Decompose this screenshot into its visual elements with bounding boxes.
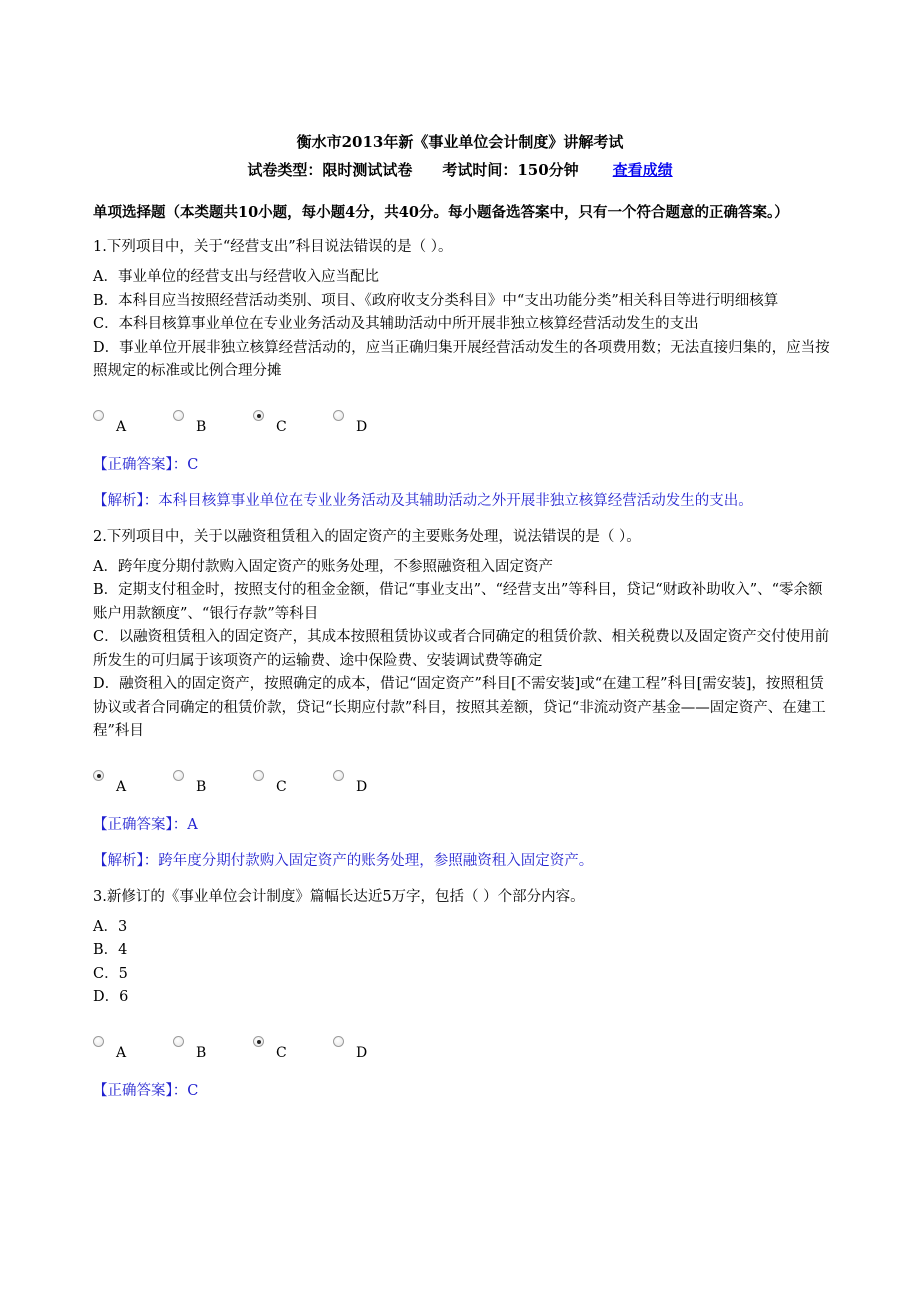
correct-answer: 【正确答案】：C (93, 456, 199, 473)
radio-item-b (173, 1036, 253, 1062)
exam-type-label: 试卷类型：限时测试试卷 (247, 161, 413, 179)
option-b: B．4 (93, 942, 128, 958)
radio-label-a: A (116, 1044, 127, 1061)
radio-label-b: B (196, 1044, 207, 1061)
radio-item-b (173, 410, 253, 436)
exam-time-label: 考试时间：150分钟 (442, 161, 579, 179)
option-d: D．6 (93, 989, 129, 1005)
radio-item-c (253, 770, 333, 796)
radio-item-c (253, 410, 333, 436)
view-score-link[interactable]: 查看成绩 (612, 161, 673, 179)
radio-item-b (173, 770, 253, 796)
radio-label-c: C (276, 1044, 287, 1061)
radio-b[interactable] (173, 1036, 184, 1047)
radio-item-a (93, 770, 173, 796)
radio-label-a: A (116, 418, 127, 435)
question-3 (93, 886, 833, 1102)
option-a: A．事业单位的经营支出与经营收入应当配比 (93, 269, 379, 285)
option-c: C．本科目核算事业单位在专业业务活动及其辅助活动中所开展非独立核算经营活动发生的支出 (93, 316, 699, 332)
answer-radio-group (93, 770, 833, 800)
exam-meta (0, 160, 920, 180)
radio-item-d (333, 410, 413, 436)
question-2 (93, 526, 833, 872)
radio-c[interactable] (253, 410, 264, 421)
correct-answer: 【正确答案】：C (93, 1082, 199, 1099)
option-d: D．融资租入的固定资产，按照确定的成本，借记“固定资产”科目[不需安装]或“在建工程”科目[需安装]，按照租赁协议或者合同确定的租赁价款，贷记“长期应付款”科目，按照其差额，贷记“非流动资产基金——固定资产、在建工程”科目 (93, 676, 826, 739)
radio-item-a (93, 410, 173, 436)
exam-header (0, 132, 920, 180)
radio-d[interactable] (333, 1036, 344, 1047)
radio-c[interactable] (253, 1036, 264, 1047)
radio-b[interactable] (173, 770, 184, 781)
radio-item-d (333, 1036, 413, 1062)
radio-label-d: D (356, 778, 368, 795)
radio-a[interactable] (93, 770, 104, 781)
radio-d[interactable] (333, 410, 344, 421)
option-b: B．本科目应当按照经营活动类别、项目、《政府收支分类科目》中“支出功能分类”相关科目等进行明细核算 (93, 292, 779, 309)
option-d: D．事业单位开展非独立核算经营活动的，应当正确归集开展经营活动发生的各项费用数；无法直接归集的，应当按照规定的标准或比例合理分摊 (93, 339, 830, 379)
question-text: 2.下列项目中，关于以融资租赁租入的固定资产的主要账务处理，说法错误的是（ ）。 (93, 528, 641, 545)
radio-label-b: B (196, 418, 207, 435)
radio-a[interactable] (93, 410, 104, 421)
answer-analysis: 【解析】：本科目核算事业单位在专业业务活动及其辅助活动之外开展非独立核算经营活动发生的支出。 (93, 492, 753, 509)
section-title: 单项选择题（本类题共10小题，每小题4分，共40分。每小题备选答案中，只有一个符合题意的正确答案。） (93, 204, 789, 221)
option-a: A．跨年度分期付款购入固定资产的账务处理，不参照融资租入固定资产 (93, 558, 553, 575)
radio-item-c (253, 1036, 333, 1062)
radio-label-d: D (356, 418, 368, 435)
radio-label-b: B (196, 778, 207, 795)
question-text: 3.新修订的《事业单位会计制度》篇幅长达近5万字，包括（ ）个部分内容。 (93, 888, 585, 905)
question-options (93, 556, 833, 744)
radio-label-c: C (276, 778, 287, 795)
question-text: 1.下列项目中，关于“经营支出”科目说法错误的是（ ）。 (93, 239, 453, 255)
correct-answer: 【正确答案】：A (93, 816, 198, 833)
radio-a[interactable] (93, 1036, 104, 1047)
answer-radio-group (93, 410, 833, 440)
radio-label-c: C (276, 418, 287, 435)
option-a: A．3 (93, 918, 128, 935)
radio-c[interactable] (253, 770, 264, 781)
exam-title: 衡水市2013年新《事业单位会计制度》讲解考试 (296, 133, 624, 151)
option-c: C．5 (93, 965, 128, 982)
question-options (93, 916, 833, 1010)
radio-item-d (333, 770, 413, 796)
radio-label-d: D (356, 1044, 368, 1061)
radio-label-a: A (116, 778, 127, 795)
question-1 (93, 236, 833, 512)
option-c: C．以融资租赁租入的固定资产，其成本按照租赁协议或者合同确定的租赁价款、相关税费以及固定资产交付使用前所发生的可归属于该项资产的运输费、途中保险费、安装调试费等确定 (93, 629, 830, 669)
question-options (93, 266, 833, 384)
radio-item-a (93, 1036, 173, 1062)
answer-analysis: 【解析】：跨年度分期付款购入固定资产的账务处理，参照融资租入固定资产。 (93, 852, 594, 869)
radio-b[interactable] (173, 410, 184, 421)
radio-d[interactable] (333, 770, 344, 781)
exam-content (93, 200, 833, 1116)
option-b: B．定期支付租金时，按照支付的租金金额，借记“事业支出”、“经营支出”等科目，贷记“财政补助收入”、“零余额账户用款额度”、“银行存款”等科目 (93, 582, 823, 622)
answer-radio-group (93, 1036, 833, 1066)
